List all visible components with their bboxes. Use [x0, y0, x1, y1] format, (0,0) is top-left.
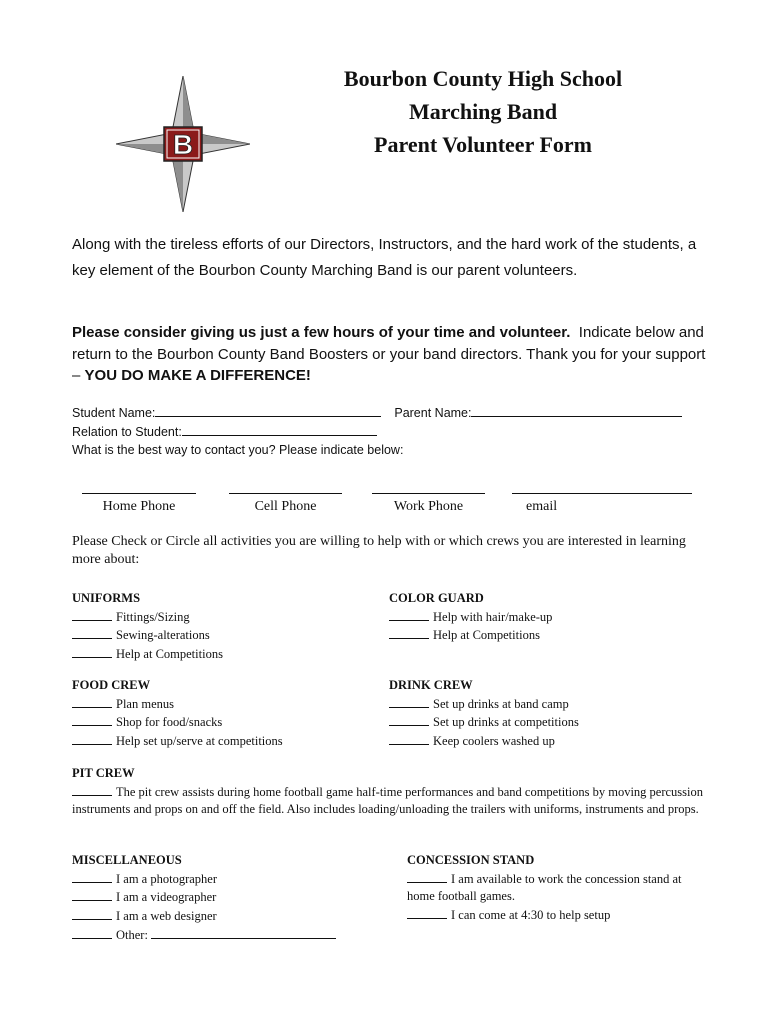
contact-option-cell[interactable]: Cell Phone	[229, 482, 342, 515]
form-header	[300, 62, 666, 161]
section-color-guard	[389, 590, 709, 645]
section-uniforms	[72, 590, 372, 663]
list-item[interactable]: Help at Competitions	[389, 626, 709, 645]
parent-name-input[interactable]	[471, 403, 682, 417]
form-title: Parent Volunteer Form	[374, 132, 592, 157]
list-item[interactable]: I am a videographer	[72, 888, 372, 907]
contact-fields	[72, 403, 712, 459]
list-item[interactable]: Help set up/serve at competitions	[72, 732, 372, 751]
section-title: DRINK CREW	[389, 678, 473, 692]
list-item[interactable]: Keep coolers washed up	[389, 732, 709, 751]
relation-input[interactable]	[182, 422, 377, 436]
volunteer-request	[72, 322, 712, 387]
parent-name-label: Parent Name:	[394, 406, 472, 420]
request-tail: YOU DO MAKE A DIFFERENCE!	[84, 367, 311, 384]
relation-row	[72, 422, 712, 441]
student-name-label: Student Name:	[72, 406, 156, 420]
contact-question: What is the best way to contact you? Please indicate below:	[72, 443, 404, 457]
list-item[interactable]: Other:	[72, 925, 372, 945]
student-name-input[interactable]	[155, 403, 381, 417]
pit-crew-item[interactable]: The pit crew assists during home football game half-time performances and band competitions by moving percussion instruments and props on and off the field. Also includes loading/unloading the trailers with uniforms, instruments and props.	[72, 784, 704, 816]
section-pit-crew	[72, 765, 712, 819]
list-item[interactable]: Set up drinks at band camp	[389, 695, 709, 714]
request-lead: Please consider giving us just a few hours of your time and volunteer.	[72, 324, 571, 341]
list-item[interactable]: Set up drinks at competitions	[389, 713, 709, 732]
section-title: FOOD CREW	[72, 678, 151, 692]
section-title: COLOR GUARD	[389, 591, 484, 605]
other-input[interactable]	[151, 925, 336, 939]
relation-label: Relation to Student:	[72, 425, 182, 439]
contact-method-options	[0, 482, 770, 522]
list-item[interactable]: I am a web designer	[72, 907, 372, 926]
contact-option-home[interactable]: Home Phone	[82, 482, 196, 515]
name-row	[72, 403, 712, 422]
list-item[interactable]: I am available to work the concession stand at home football games.	[407, 871, 682, 903]
list-item[interactable]: Help at Competitions	[72, 645, 372, 664]
section-title: PIT CREW	[72, 766, 135, 780]
section-concession-stand	[407, 852, 697, 924]
school-logo	[116, 76, 250, 212]
contact-option-work[interactable]: Work Phone	[372, 482, 485, 515]
list-item[interactable]: Shop for food/snacks	[72, 713, 372, 732]
section-food-crew	[72, 677, 372, 750]
section-title: UNIFORMS	[72, 591, 141, 605]
list-item[interactable]: Help with hair/make-up	[389, 608, 709, 627]
contact-option-email[interactable]: email	[512, 482, 692, 515]
list-item[interactable]: Plan menus	[72, 695, 372, 714]
list-item[interactable]: I am a photographer	[72, 870, 372, 889]
section-drink-crew	[389, 677, 709, 750]
list-item[interactable]: I can come at 4:30 to help setup	[407, 906, 697, 925]
list-item[interactable]: Fittings/Sizing	[72, 608, 372, 627]
activities-instructions: Please Check or Circle all activities you are willing to help with or which crews you are interested in learning more about:	[72, 534, 686, 567]
school-name: Bourbon County High School	[343, 66, 623, 91]
intro-paragraph: Along with the tireless efforts of our Directors, Instructors, and the hard work of the students, a key element of the Bourbon County Marching Band is our parent volunteers.	[72, 236, 697, 279]
list-item[interactable]: Sewing-alterations	[72, 626, 372, 645]
section-title: CONCESSION STAND	[407, 853, 535, 867]
section-miscellaneous	[72, 852, 372, 945]
band-name: Marching Band	[408, 99, 558, 124]
section-title: MISCELLANEOUS	[72, 853, 182, 867]
request-body: Indicate below and return to the Bourbon County Band Boosters or your band directors. Thank you for your support –	[72, 324, 706, 384]
logo-letter: B	[172, 129, 194, 160]
